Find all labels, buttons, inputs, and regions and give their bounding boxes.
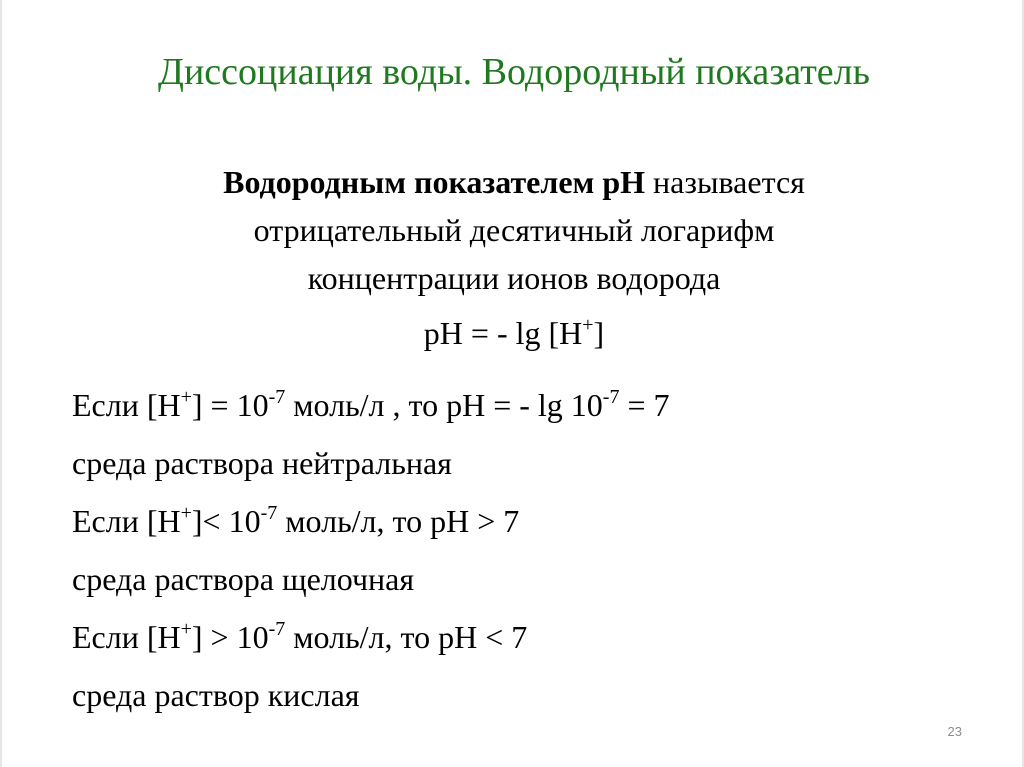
definition-line-1	[2, 158, 1024, 206]
conditions-list	[72, 376, 670, 724]
condition-text: = 7	[619, 387, 670, 423]
condition-superscript: -7	[268, 386, 286, 408]
definition-line-3: концентрации ионов водорода	[307, 260, 721, 296]
condition-text: ] = 10	[191, 387, 269, 423]
ph-formula	[2, 309, 1024, 357]
definition-line-2: отрицательный десятичный логарифм	[253, 212, 775, 248]
condition-text: Если [H	[72, 387, 181, 423]
condition-acidic-result: среда раствор кислая	[72, 677, 360, 713]
condition-text: моль/л, то pH < 7	[285, 619, 528, 655]
formula-superscript: +	[582, 314, 594, 336]
condition-superscript: +	[180, 386, 192, 408]
slide-title: Диссоциация воды. Водородный показатель	[158, 51, 870, 93]
condition-neutral-if	[72, 376, 670, 434]
definition-line-1-rest: называется	[645, 164, 805, 200]
condition-text: Если [H	[72, 619, 181, 655]
condition-text: ]< 10	[191, 503, 261, 539]
condition-neutral-result: среда раствора нейтральная	[72, 445, 452, 481]
condition-basic-if	[72, 492, 670, 550]
condition-text: моль/л, то pH > 7	[277, 503, 520, 539]
condition-text: моль/л , то pH = - lg 10	[285, 387, 603, 423]
formula-end: ]	[593, 315, 605, 351]
definition-term: Водородным показателем pH	[223, 164, 645, 200]
condition-superscript: -7	[268, 618, 286, 640]
condition-basic-result: среда раствора щелочная	[72, 561, 415, 597]
condition-superscript: +	[180, 618, 192, 640]
page-number: 23	[947, 724, 962, 739]
condition-text: Если [H	[72, 503, 181, 539]
condition-superscript: +	[180, 502, 192, 524]
definition-block	[2, 158, 1024, 302]
formula-main: pH = - lg [H	[423, 315, 583, 351]
condition-superscript: -7	[602, 386, 620, 408]
condition-text: ] > 10	[191, 619, 269, 655]
condition-superscript: -7	[260, 502, 278, 524]
condition-acidic-if	[72, 608, 670, 666]
